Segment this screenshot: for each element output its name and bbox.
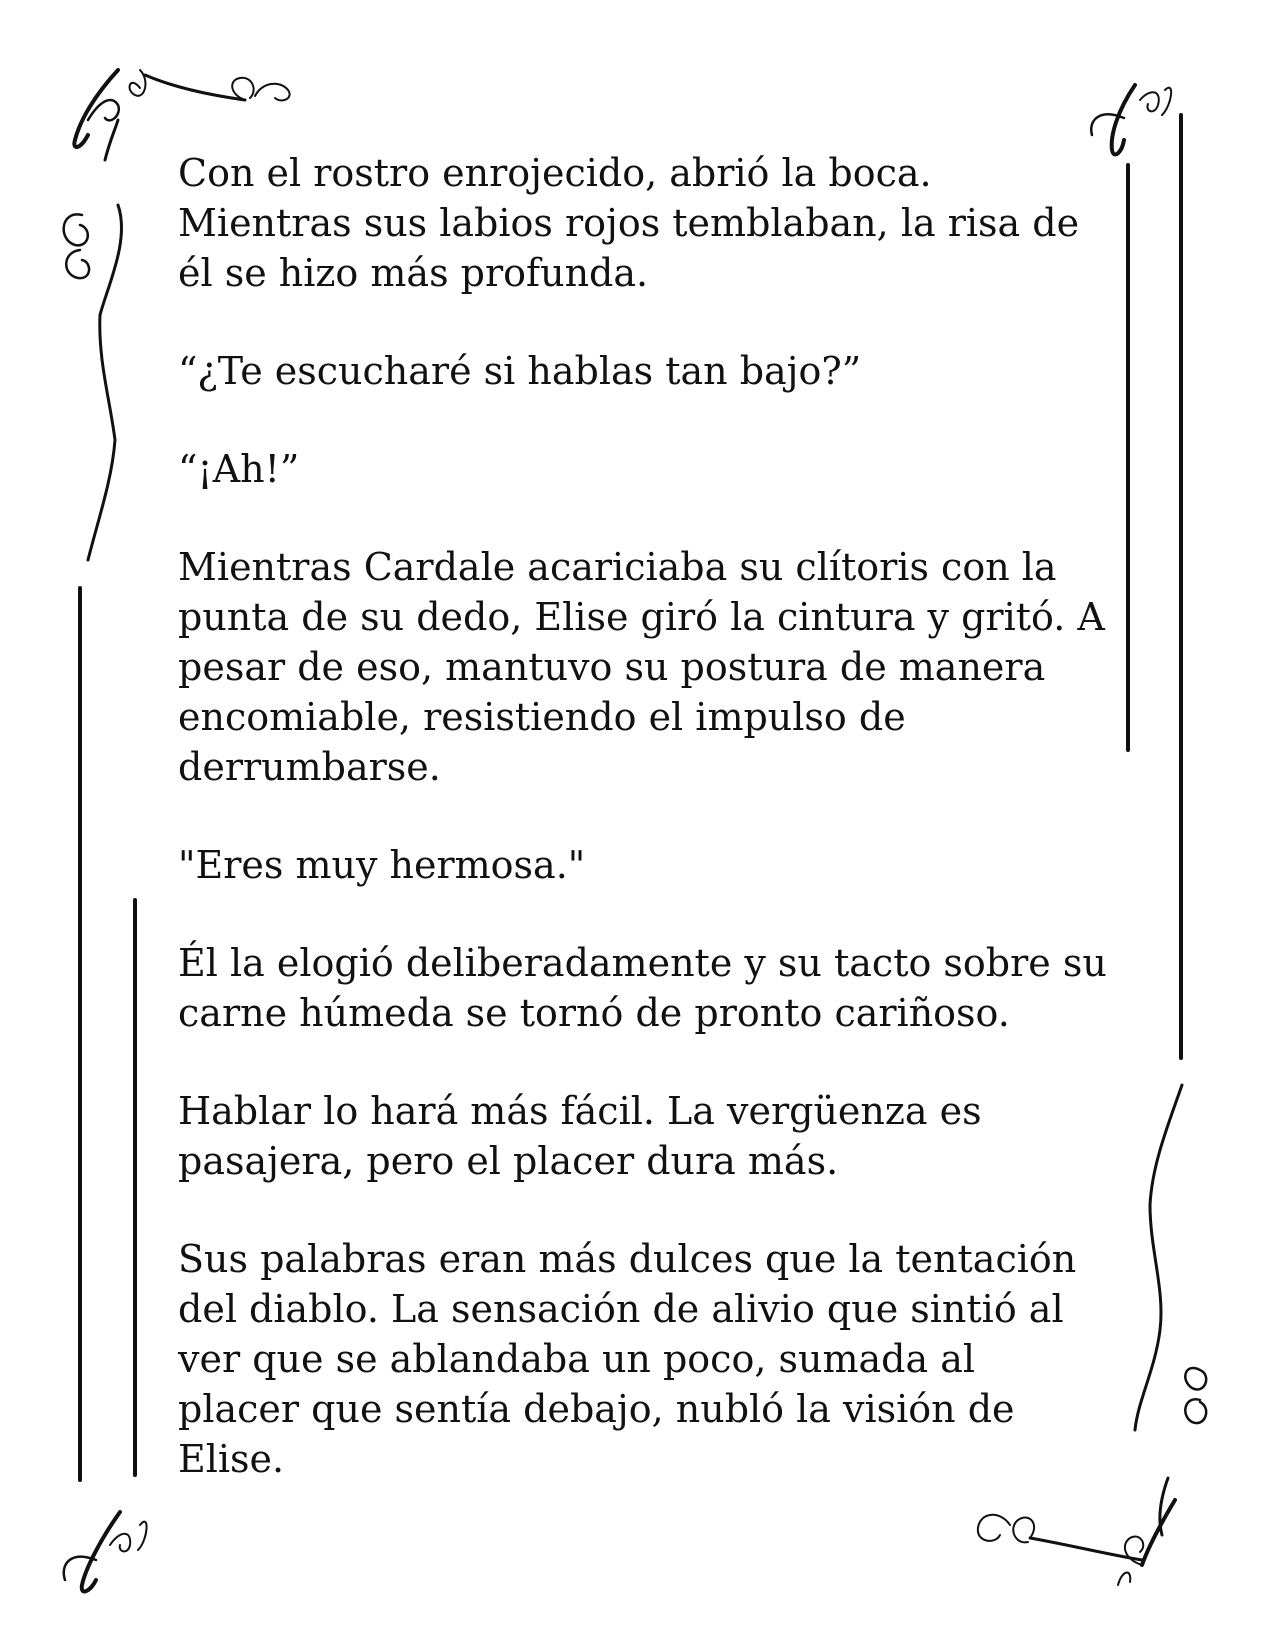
right-swash (1135, 1085, 1182, 1430)
page-text (178, 148, 1108, 1484)
paragraph: Mientras Cardale acariciaba su clítoris con la punta de su dedo, Elise giró la cintura y gritó. A pesar de eso, mantuvo su postura de manera encomiable, resistiendo el impulso de derrumbarse. (178, 545, 1105, 789)
paragraph: Con el rostro enrojecido, abrió la boca. Mientras sus labios rojos temblaban, la risa de él se hizo más profunda. (178, 151, 1080, 295)
paragraph: “¿Te escucharé si hablas tan bajo?” (178, 349, 862, 393)
paragraph: "Eres muy hermosa." (178, 843, 586, 887)
paragraph: Él la elogió deliberadamente y su tacto sobre su carne húmeda se tornó de pronto cariñoso. (178, 941, 1107, 1035)
paragraph: Sus palabras eran más dulces que la tentación del diablo. La sensación de alivio que sintió al ver que se ablandaba un poco, sumada al placer que sentía debajo, nubló la visión de Elise. (178, 1237, 1077, 1481)
paragraph: “¡Ah!” (178, 447, 300, 491)
left-swash (88, 315, 115, 560)
paragraph: Hablar lo hará más fácil. La vergüenza es pasajera, pero el placer dura más. (178, 1089, 982, 1183)
bottom-left-flourish (64, 1512, 147, 1591)
top-right-flourish (1091, 85, 1171, 155)
